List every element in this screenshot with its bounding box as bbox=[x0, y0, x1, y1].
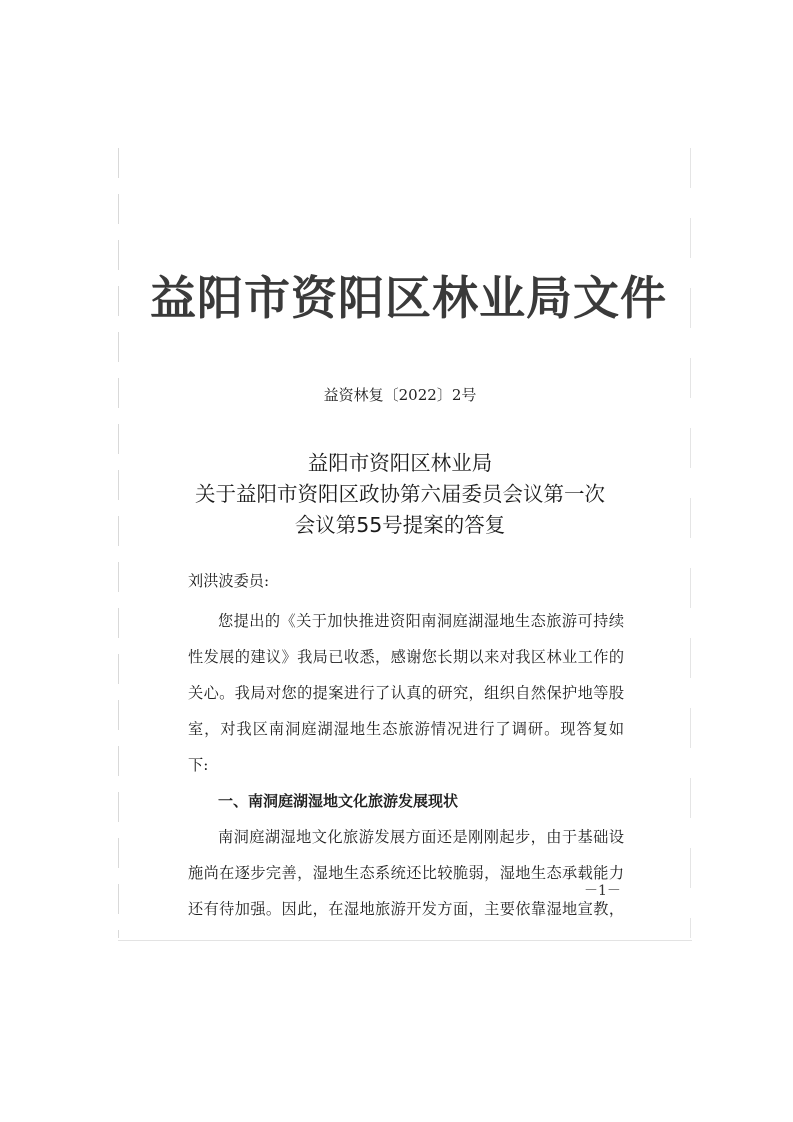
title-line-3: 会议第55号提案的答复 bbox=[294, 513, 506, 537]
paragraph1-line-3: 关心。我局对您的提案进行了认真的研究，组织自然保护地等股 bbox=[188, 684, 624, 702]
salutation: 刘洪波委员: bbox=[188, 572, 270, 590]
page-number: －1－ bbox=[584, 883, 621, 899]
scan-edge-bottom bbox=[118, 940, 692, 941]
title-line-2: 关于益阳市资阳区政协第六届委员会议第一次 bbox=[195, 482, 605, 506]
paragraph1-line-4: 室，对我区南洞庭湖湿地生态旅游情况进行了调研。现答复如 bbox=[188, 720, 624, 738]
agency-header-title: 益阳市资阳区林业局文件 bbox=[150, 271, 667, 325]
scan-edge-right bbox=[690, 148, 691, 938]
paragraph1-line-2: 性发展的建议》我局已收悉，感谢您长期以来对我区林业工作的 bbox=[188, 648, 624, 666]
paragraph2-line-2: 施尚在逐步完善，湿地生态系统还比较脆弱，湿地生态承载能力 bbox=[188, 864, 624, 882]
document-number: 益资林复〔2022〕2号 bbox=[323, 386, 477, 404]
section-1-heading: 一、南洞庭湖湿地文化旅游发展现状 bbox=[218, 792, 459, 810]
paragraph1-line-1: 您提出的《关于加快推进资阳南洞庭湖湿地生态旅游可持续 bbox=[218, 612, 624, 630]
document-title bbox=[150, 448, 650, 541]
header-divider bbox=[180, 415, 620, 416]
paragraph1-line-5: 下: bbox=[188, 756, 209, 774]
paragraph2-line-1: 南洞庭湖湿地文化旅游发展方面还是刚刚起步，由于基础设 bbox=[218, 828, 624, 846]
title-line-1: 益阳市资阳区林业局 bbox=[307, 451, 493, 475]
scan-edge-left bbox=[118, 148, 119, 938]
paragraph2-line-3: 还有待加强。因此，在湿地旅游开发方面，主要依靠湿地宣教， bbox=[188, 900, 624, 918]
